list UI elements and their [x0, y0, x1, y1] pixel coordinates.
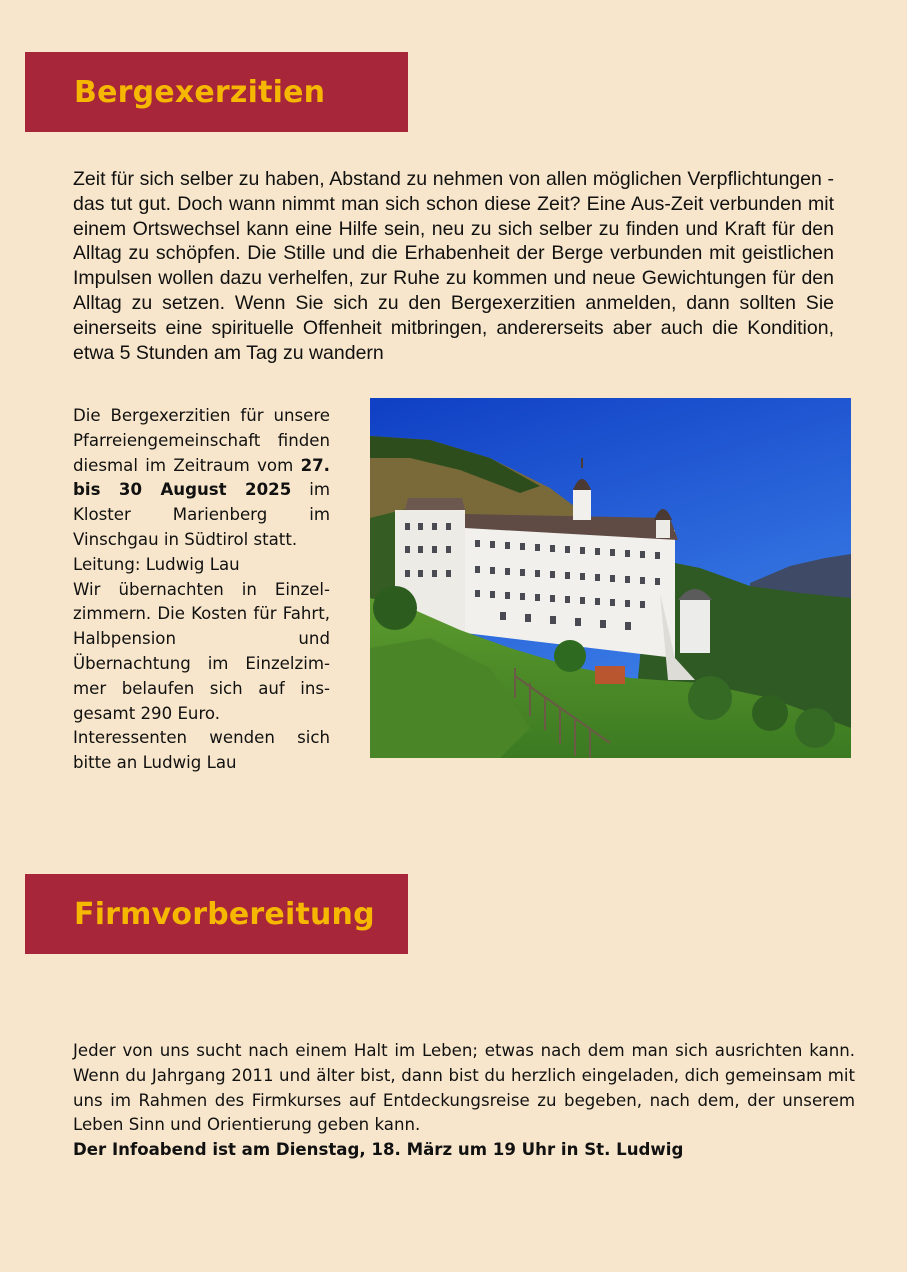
- section-banner-firmvorbereitung: [25, 874, 408, 954]
- intro-paragraph: Zeit für sich selber zu haben, Abstand zu nehmen von allen möglichen Verpflichtungen - das tut gut. Doch wann nimmt man sich schon diese Zeit? Eine Aus-Zeit verbunden mit einem Ortswechsel kann eine Hilfe sein, neu zu sich selber zu finden und Kraft für den Alltag zu schöpfen. Die Stille und die Erhabenheit der Berge verbunden mit geistlichen Impulsen wollen dazu verhelfen, zur Ruhe zu kommen und neue Gewichtungen für den Alltag zu setzen. Wenn Sie sich zu den Bergexerzitien anmelden, dann sollten Sie einerseits eine spirituelle Offenheit mitbringen, andererseits aber auch die Kondition, etwa 5 Stunden am Tag zu wandern: [73, 168, 834, 364]
- firm-paragraph: Jeder von uns sucht nach einem Halt im Leben; etwas nach dem man sich ausrichten kann. Wenn du Jahrgang 2011 und älter bist, dann bist du herzlich eingeladen, dich gemeinsam mit uns im Rahmen des Firmkurses auf Entdeckungsreise zu begeben, nach dem, der unserem Leben Sinn und Orientierung geben kann.: [73, 1041, 855, 1135]
- leitung-text: Leitung: Ludwig Lau: [73, 554, 240, 574]
- monastery-photo: [370, 398, 851, 758]
- section-title: Firmvorbereitung: [74, 896, 375, 932]
- details-column: [73, 404, 330, 776]
- kontakt-text: Interessenten wenden sich bitte an Ludwig Lau: [73, 728, 330, 773]
- kosten-text: Wir übernachten in Einzelzimmern. Die Kosten für Fahrt, Halbpension und Übernachtung im Einzelzimmer belaufen sich auf insgesamt 290 Euro.: [73, 579, 330, 723]
- infoabend-notice: Der Infoabend ist am Dienstag, 18. März um 19 Uhr in St. Ludwig: [73, 1140, 684, 1160]
- section-title: Bergexerzitien: [74, 74, 326, 110]
- event-date: 27. bis 30 August 2025: [73, 455, 330, 500]
- details-paragraph: [73, 404, 330, 553]
- firm-text-block: [73, 1039, 855, 1163]
- details-location: im Kloster Marienberg im Vinschgau in Südtirol statt.: [73, 480, 330, 549]
- section-banner-bergexerzitien: [25, 52, 408, 132]
- details-text: Die Bergexerzitien für unsere Pfarreiengemeinschaft finden diesmal im Zeitraum vom: [73, 406, 330, 475]
